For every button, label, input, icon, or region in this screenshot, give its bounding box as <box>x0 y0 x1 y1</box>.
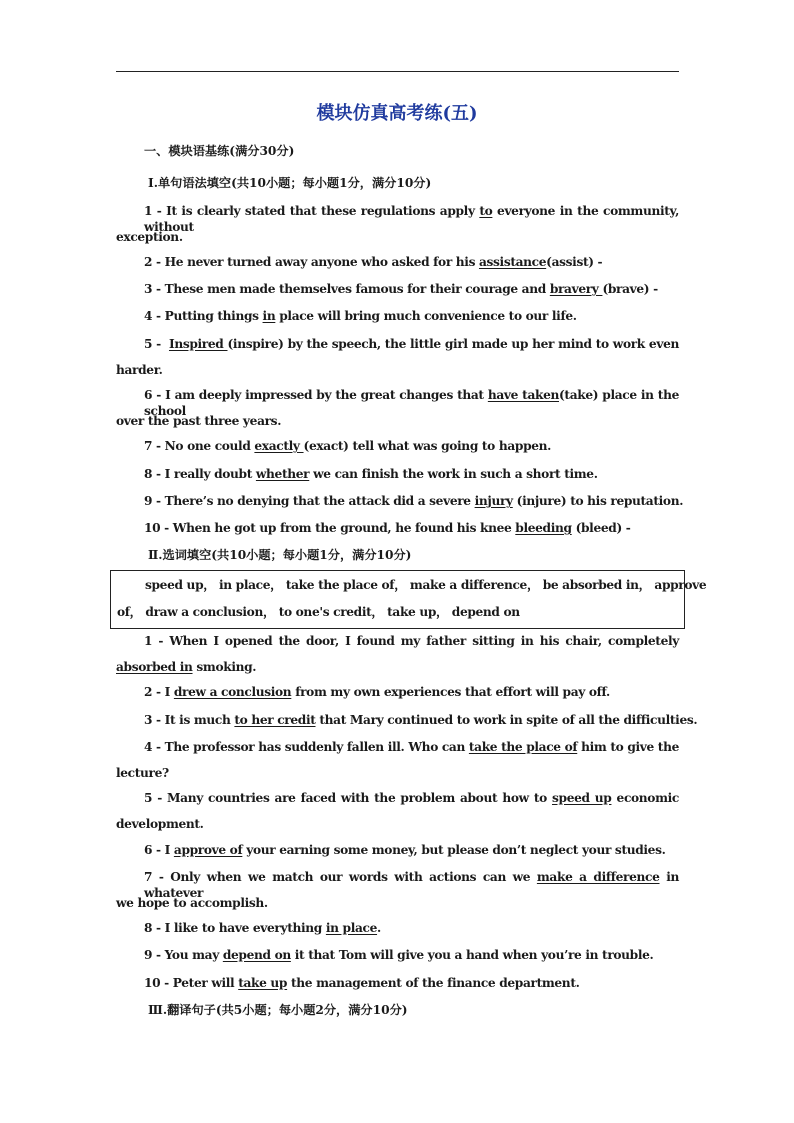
answer-blank: exactly <box>254 439 304 453</box>
answer-blank: in <box>262 309 276 323</box>
answer-blank: absorbed in <box>116 660 193 674</box>
s1-item-5-cont: harder. <box>116 363 163 377</box>
word-bank-box <box>110 570 707 629</box>
s2-item-6: 6 - I approve of your earning some money, but please don’t neglect your studies. <box>144 843 666 857</box>
s1-item-10: 10 - When he got up from the ground, he found his knee bleeding (bleed) - <box>144 521 631 535</box>
s1-item-3: 3 - These men made themselves famous for their courage and bravery (brave) - <box>144 282 658 296</box>
answer-blank: injury <box>474 494 513 508</box>
s1-item-1-cont: exception. <box>116 230 183 244</box>
answer-blank: depend on <box>222 948 291 962</box>
s1-item-9: 9 - There’s no denying that the attack did a severe injury (injure) to his reputation. <box>144 494 684 508</box>
s2-item-4: 4 - The professor has suddenly fallen ill. Who can take the place of him to give the <box>144 740 680 754</box>
section-3-heading: Ⅲ.翻译句子(共5小题；每小题2分，满分10分) <box>148 1003 408 1017</box>
s1-item-7: 7 - No one could exactly (exact) tell what was going to happen. <box>144 439 552 453</box>
answer-blank: take the place of <box>468 740 578 754</box>
answer-blank: assistance <box>478 255 547 269</box>
s1-item-2: 2 - He never turned away anyone who asked for his assistance(assist) - <box>144 255 603 269</box>
answer-blank: whether <box>255 467 310 481</box>
answer-blank: make a difference <box>536 870 660 884</box>
s2-item-3: 3 - It is much to her credit that Mary continued to work in spite of all the difficulties. <box>144 713 698 727</box>
s2-item-1-cont: absorbed in smoking. <box>116 660 257 674</box>
s2-item-2: 2 - I drew a conclusion from my own experiences that effort will pay off. <box>144 685 610 699</box>
answer-blank: speed up <box>552 791 612 805</box>
s2-item-5-cont: development. <box>116 817 204 831</box>
s1-item-5: 5 - Inspired (inspire) by the speech, the little girl made up her mind to work even <box>144 337 679 351</box>
answer-blank: have taken <box>487 388 559 402</box>
answer-blank: approve of <box>173 843 243 857</box>
s2-item-1: 1 - When I opened the door, I found my father sitting in his chair, completely <box>144 634 679 648</box>
answer-blank: bleeding <box>515 521 572 535</box>
answer-blank: to <box>479 204 493 218</box>
s2-item-9: 9 - You may depend on it that Tom will give you a hand when you’re in trouble. <box>144 948 654 962</box>
section-2-heading: Ⅱ.选词填空(共10小题；每小题1分，满分10分) <box>148 548 412 562</box>
s2-item-5: 5 - Many countries are faced with the problem about how to speed up economic <box>144 791 679 805</box>
answer-blank: Inspired <box>168 337 228 351</box>
answer-blank: drew a conclusion <box>173 685 292 699</box>
s2-item-7: 7 - Only when we match our words with actions can we make a difference in whatever <box>144 870 679 900</box>
s2-item-8: 8 - I like to have everything in place. <box>144 921 381 935</box>
page-title: 模块仿真高考练(五) <box>316 103 478 124</box>
s2-item-7-cont: we hope to accomplish. <box>116 896 268 910</box>
s1-item-4: 4 - Putting things in place will bring much convenience to our life. <box>144 309 577 323</box>
answer-blank: to her credit <box>234 713 316 727</box>
part-heading: 一、模块语基练(满分30分) <box>144 144 295 158</box>
answer-blank: bravery <box>549 282 603 296</box>
header-rule <box>116 71 679 72</box>
answer-blank: in place <box>325 921 378 935</box>
word-bank-line-2: of， draw a conclusion， to one's credit， take up， depend on <box>117 605 520 619</box>
s1-item-1: 1 - It is clearly stated that these regulations apply to everyone in the community, without <box>144 204 679 234</box>
s2-item-10: 10 - Peter will take up the management of the finance department. <box>144 976 580 990</box>
s2-item-4-cont: lecture? <box>116 766 169 780</box>
word-bank-line-1: speed up， in place， take the place of， make a difference， be absorbed in， approve <box>145 578 707 592</box>
answer-blank: take up <box>238 976 288 990</box>
s1-item-8: 8 - I really doubt whether we can finish the work in such a short time. <box>144 467 598 481</box>
s1-item-6: 6 - I am deeply impressed by the great changes that have taken(take) place in the school <box>144 388 679 418</box>
s1-item-6-cont: over the past three years. <box>116 414 282 428</box>
section-1-heading: Ⅰ.单句语法填空(共10小题；每小题1分，满分10分) <box>148 176 432 190</box>
